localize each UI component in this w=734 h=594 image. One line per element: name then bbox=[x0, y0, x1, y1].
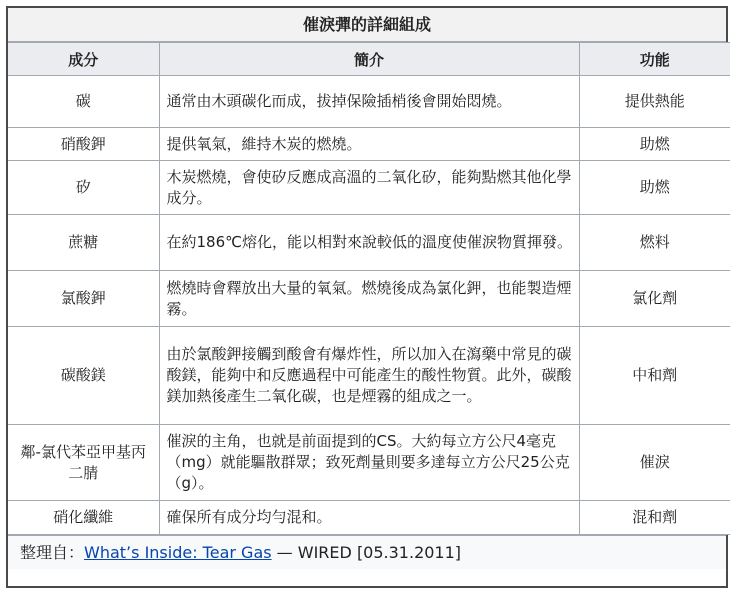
ingredient-function: 氯化劑 bbox=[579, 271, 730, 327]
table-row bbox=[8, 425, 730, 501]
ingredient-name: 矽 bbox=[8, 161, 159, 215]
ingredient-name: 鄰-氯代苯亞甲基丙二腈 bbox=[8, 425, 159, 501]
ingredient-name: 硝酸鉀 bbox=[8, 128, 159, 161]
composition-table bbox=[8, 42, 730, 535]
ingredient-function: 提供熱能 bbox=[579, 76, 730, 128]
ingredient-description: 催淚的主角，也就是前面提到的CS。大約每立方公尺4毫克（mg）就能驅散群眾；致死劑量則要多達每立方公尺25公克（g）。 bbox=[159, 425, 579, 501]
source-link[interactable]: What’s Inside: Tear Gas bbox=[84, 543, 272, 562]
ingredient-function: 中和劑 bbox=[579, 327, 730, 425]
ingredient-name: 碳酸鎂 bbox=[8, 327, 159, 425]
ingredient-description: 在約186℃熔化，能以相對來說較低的溫度使催淚物質揮發。 bbox=[159, 215, 579, 271]
table-row bbox=[8, 215, 730, 271]
table-row bbox=[8, 501, 730, 535]
table-row bbox=[8, 128, 730, 161]
ingredient-description: 提供氧氣，維持木炭的燃燒。 bbox=[159, 128, 579, 161]
composition-table-container bbox=[6, 6, 728, 588]
ingredient-function: 助燃 bbox=[579, 161, 730, 215]
source-suffix: — WIRED [05.31.2011] bbox=[271, 543, 462, 562]
ingredient-name: 碳 bbox=[8, 76, 159, 128]
source-prefix: 整理自： bbox=[20, 543, 85, 562]
ingredient-description: 木炭燃燒，會使矽反應成高溫的二氧化矽，能夠點燃其他化學成分。 bbox=[159, 161, 579, 215]
table-caption: 催淚彈的詳細組成 bbox=[8, 8, 726, 42]
table-row bbox=[8, 161, 730, 215]
source-footer bbox=[8, 535, 726, 569]
table-row bbox=[8, 76, 730, 128]
ingredient-function: 催淚 bbox=[579, 425, 730, 501]
ingredient-description: 通常由木頭碳化而成，拔掉保險插梢後會開始悶燒。 bbox=[159, 76, 579, 128]
ingredient-description: 燃燒時會釋放出大量的氧氣。燃燒後成為氯化鉀，也能製造煙霧。 bbox=[159, 271, 579, 327]
ingredient-description: 由於氯酸鉀接觸到酸會有爆炸性，所以加入在瀉藥中常見的碳酸鎂，能夠中和反應過程中可能產生的酸性物質。此外，碳酸鎂加熱後產生二氧化碳，也是煙霧的組成之一。 bbox=[159, 327, 579, 425]
ingredient-description: 確保所有成分均勻混和。 bbox=[159, 501, 579, 535]
table-row bbox=[8, 271, 730, 327]
ingredient-name: 氯酸鉀 bbox=[8, 271, 159, 327]
header-row bbox=[8, 43, 730, 76]
header-description: 簡介 bbox=[159, 43, 579, 76]
ingredient-name: 蔗糖 bbox=[8, 215, 159, 271]
header-ingredient: 成分 bbox=[8, 43, 159, 76]
ingredient-function: 助燃 bbox=[579, 128, 730, 161]
header-function: 功能 bbox=[579, 43, 730, 76]
ingredient-name: 硝化纖維 bbox=[8, 501, 159, 535]
table-row bbox=[8, 327, 730, 425]
ingredient-function: 混和劑 bbox=[579, 501, 730, 535]
ingredient-function: 燃料 bbox=[579, 215, 730, 271]
